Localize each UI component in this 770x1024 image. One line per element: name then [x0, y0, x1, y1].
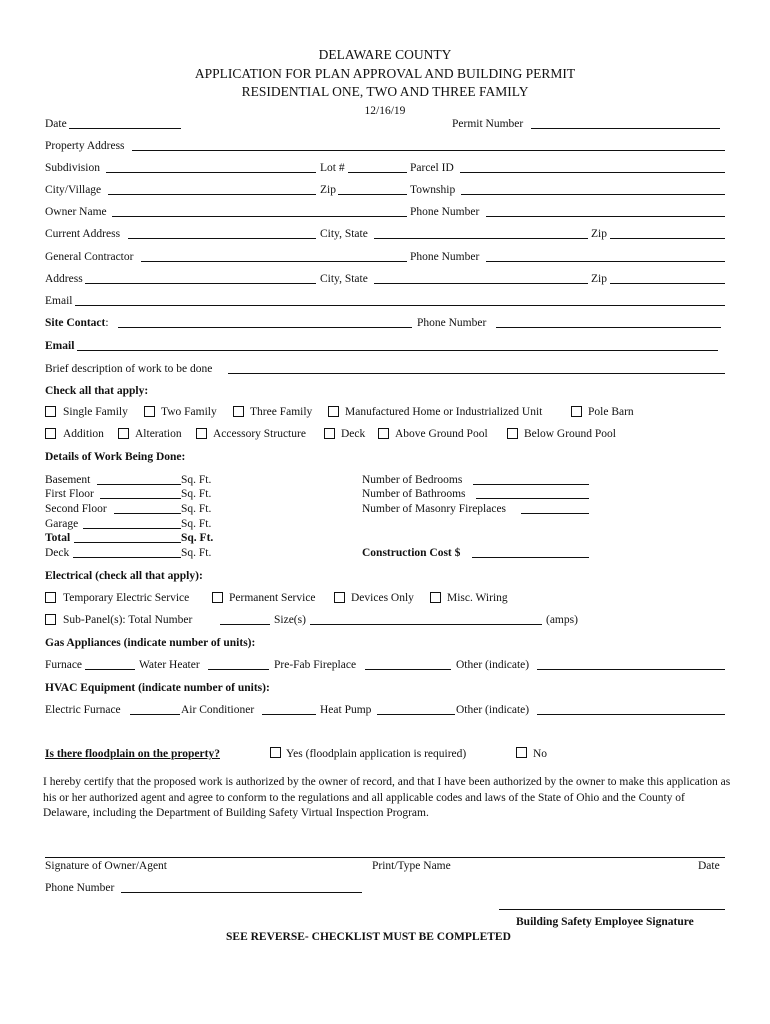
- certification-statement: I hereby certify that the proposed work is authorized by the owner of record, and that I have been authorized by the owner to make this application as his or her authorized agent and agree to conform to the regulations and all applicable codes and laws of the State of Ohio and the County of Delaware, including the Department of Building Safety Virtual Inspection Program.: [43, 776, 731, 819]
- water-heater-label: Water Heater: [139, 659, 200, 671]
- addition-checkbox[interactable]: [45, 428, 56, 439]
- deck-checkbox[interactable]: [324, 428, 335, 439]
- contractor-zip-label: Zip: [591, 273, 607, 285]
- zip-field[interactable]: [338, 194, 407, 195]
- furnace-label: Furnace: [45, 659, 83, 671]
- site-contact-label: Site Contact:: [45, 317, 109, 329]
- permit-number-label: Permit Number: [452, 118, 524, 130]
- subpanel-label: Sub-Panel(s): Total Number: [63, 614, 193, 626]
- amps-label: (amps): [546, 614, 578, 626]
- electrical-heading: Electrical (check all that apply):: [45, 570, 203, 582]
- site-contact-field[interactable]: [118, 327, 412, 328]
- parcel-id-field[interactable]: [460, 172, 725, 173]
- basement-unit: Sq. Ft.: [181, 474, 212, 486]
- check-all-heading: Check all that apply:: [45, 385, 149, 397]
- electric-furnace-label: Electric Furnace: [45, 704, 121, 716]
- water-heater-field[interactable]: [208, 669, 269, 670]
- temp-electric-label: Temporary Electric Service: [63, 592, 190, 604]
- zip-label: Zip: [320, 184, 336, 196]
- bathrooms-label: Number of Bathrooms: [362, 488, 466, 500]
- owner-signature-label: Signature of Owner/Agent: [45, 860, 167, 872]
- owner-name-label: Owner Name: [45, 206, 107, 218]
- general-contractor-label: General Contractor: [45, 251, 134, 263]
- site-contact-email-label: Email: [45, 340, 75, 352]
- city-village-field[interactable]: [108, 194, 316, 195]
- fireplaces-field[interactable]: [521, 513, 589, 514]
- property-address-field[interactable]: [132, 150, 725, 151]
- prefab-fireplace-label: Pre-Fab Fireplace: [274, 659, 357, 671]
- township-label: Township: [410, 184, 456, 196]
- air-conditioner-label: Air Conditioner: [181, 704, 255, 716]
- signature-date-label: Date: [698, 860, 720, 872]
- misc-wiring-label: Misc. Wiring: [447, 592, 508, 604]
- alteration-label: Alteration: [135, 428, 182, 440]
- date-label: Date: [45, 118, 67, 130]
- first-floor-field[interactable]: [100, 498, 181, 499]
- form-title-county: DELAWARE COUNTY: [318, 47, 452, 62]
- floodplain-question: Is there floodplain on the property?: [45, 748, 220, 760]
- garage-label: Garage: [45, 518, 79, 530]
- form-revision-date: 12/16/19: [364, 105, 406, 117]
- addition-label: Addition: [63, 428, 104, 440]
- owner-signature-field[interactable]: [45, 857, 725, 858]
- second-floor-label: Second Floor: [45, 503, 107, 515]
- three-family-checkbox[interactable]: [233, 406, 244, 417]
- contractor-email-field[interactable]: [75, 305, 725, 306]
- hvac-other-label: Other (indicate): [456, 704, 530, 716]
- accessory-structure-checkbox[interactable]: [196, 428, 207, 439]
- accessory-structure-label: Accessory Structure: [213, 428, 306, 440]
- floodplain-no-checkbox[interactable]: [516, 747, 527, 758]
- devices-only-checkbox[interactable]: [334, 592, 345, 603]
- floodplain-no-label: No: [533, 748, 548, 760]
- below-ground-pool-checkbox[interactable]: [507, 428, 518, 439]
- current-address-field[interactable]: [128, 238, 316, 239]
- single-family-checkbox[interactable]: [45, 406, 56, 417]
- below-ground-pool-label: Below Ground Pool: [524, 428, 616, 440]
- permit-number-field[interactable]: [531, 128, 720, 129]
- manufactured-home-checkbox[interactable]: [328, 406, 339, 417]
- bathrooms-field[interactable]: [476, 498, 589, 499]
- hvac-heading: HVAC Equipment (indicate number of units):: [45, 682, 270, 694]
- basement-label: Basement: [45, 474, 91, 486]
- contractor-address-field[interactable]: [85, 283, 316, 284]
- print-name-label: Print/Type Name: [372, 860, 451, 872]
- property-address-label: Property Address: [45, 140, 125, 152]
- current-zip-label: Zip: [591, 228, 607, 240]
- bedrooms-label: Number of Bedrooms: [362, 474, 463, 486]
- subdivision-label: Subdivision: [45, 162, 100, 174]
- deck-area-label: Deck: [45, 547, 70, 559]
- construction-cost-field[interactable]: [472, 557, 589, 558]
- air-conditioner-field[interactable]: [262, 714, 316, 715]
- second-floor-unit: Sq. Ft.: [181, 503, 212, 515]
- subpanel-size-label: Size(s): [274, 614, 306, 626]
- above-ground-pool-label: Above Ground Pool: [395, 428, 488, 440]
- pole-barn-label: Pole Barn: [588, 406, 634, 418]
- gas-other-label: Other (indicate): [456, 659, 530, 671]
- pole-barn-checkbox[interactable]: [571, 406, 582, 417]
- subpanel-size-field[interactable]: [310, 624, 542, 625]
- bedrooms-field[interactable]: [473, 484, 589, 485]
- construction-cost-label: Construction Cost $: [362, 547, 461, 559]
- contractor-zip-field[interactable]: [610, 283, 725, 284]
- owner-name-field[interactable]: [112, 216, 407, 217]
- total-label: Total: [45, 532, 71, 544]
- date-field[interactable]: [69, 128, 181, 129]
- site-contact-email-field[interactable]: [77, 350, 718, 351]
- deck-label: Deck: [341, 428, 366, 440]
- contractor-phone-label: Phone Number: [410, 251, 480, 263]
- current-city-state-field[interactable]: [374, 238, 588, 239]
- temp-electric-checkbox[interactable]: [45, 592, 56, 603]
- subdivision-field[interactable]: [106, 172, 316, 173]
- floodplain-yes-label: Yes (floodplain application is required): [286, 748, 467, 760]
- city-village-label: City/Village: [45, 184, 102, 196]
- floodplain-yes-checkbox[interactable]: [270, 747, 281, 758]
- deck-area-unit: Sq. Ft.: [181, 547, 212, 559]
- garage-unit: Sq. Ft.: [181, 518, 212, 530]
- permanent-service-checkbox[interactable]: [212, 592, 223, 603]
- parcel-id-label: Parcel ID: [410, 162, 454, 174]
- lot-field[interactable]: [348, 172, 407, 173]
- deck-area-field[interactable]: [73, 557, 181, 558]
- basement-field[interactable]: [97, 484, 181, 485]
- current-city-state-label: City, State: [320, 228, 368, 240]
- contractor-email-label: Email: [45, 295, 73, 307]
- current-address-label: Current Address: [45, 228, 121, 240]
- total-unit: Sq. Ft.: [181, 532, 214, 544]
- signer-phone-label: Phone Number: [45, 882, 115, 894]
- employee-signature-label: Building Safety Employee Signature: [516, 916, 694, 928]
- garage-field[interactable]: [83, 528, 181, 529]
- lot-label: Lot #: [320, 162, 345, 174]
- first-floor-unit: Sq. Ft.: [181, 488, 212, 500]
- reverse-checklist-notice: SEE REVERSE- CHECKLIST MUST BE COMPLETED: [226, 931, 511, 943]
- heat-pump-label: Heat Pump: [320, 704, 372, 716]
- heat-pump-field[interactable]: [377, 714, 455, 715]
- electric-furnace-field[interactable]: [130, 714, 180, 715]
- three-family-label: Three Family: [250, 406, 313, 418]
- permanent-service-label: Permanent Service: [229, 592, 316, 604]
- single-family-label: Single Family: [63, 406, 128, 418]
- site-contact-phone-field[interactable]: [496, 327, 721, 328]
- owner-phone-field[interactable]: [486, 216, 725, 217]
- misc-wiring-checkbox[interactable]: [430, 592, 441, 603]
- work-description-field[interactable]: [228, 373, 725, 374]
- owner-phone-label: Phone Number: [410, 206, 480, 218]
- contractor-city-state-label: City, State: [320, 273, 368, 285]
- two-family-label: Two Family: [161, 406, 217, 418]
- subpanel-checkbox[interactable]: [45, 614, 56, 625]
- gas-other-field[interactable]: [537, 669, 725, 670]
- first-floor-label: First Floor: [45, 488, 94, 500]
- current-zip-field[interactable]: [610, 238, 725, 239]
- alteration-checkbox[interactable]: [118, 428, 129, 439]
- fireplaces-label: Number of Masonry Fireplaces: [362, 503, 507, 515]
- two-family-checkbox[interactable]: [144, 406, 155, 417]
- contractor-phone-field[interactable]: [486, 261, 725, 262]
- furnace-field[interactable]: [85, 669, 135, 670]
- above-ground-pool-checkbox[interactable]: [378, 428, 389, 439]
- work-description-label: Brief description of work to be done: [45, 363, 213, 375]
- signer-phone-field[interactable]: [121, 892, 362, 893]
- site-contact-phone-label: Phone Number: [417, 317, 487, 329]
- township-field[interactable]: [461, 194, 725, 195]
- form-title: APPLICATION FOR PLAN APPROVAL AND BUILDING PERMIT: [194, 66, 576, 81]
- manufactured-home-label: Manufactured Home or Industrialized Unit: [345, 406, 543, 418]
- general-contractor-field[interactable]: [141, 261, 407, 262]
- second-floor-field[interactable]: [114, 513, 181, 514]
- devices-only-label: Devices Only: [351, 592, 414, 604]
- form-subtitle: RESIDENTIAL ONE, TWO AND THREE FAMILY: [241, 84, 529, 99]
- hvac-other-field[interactable]: [537, 714, 725, 715]
- employee-signature-field[interactable]: [499, 909, 725, 910]
- subpanel-count-field[interactable]: [220, 624, 270, 625]
- contractor-city-state-field[interactable]: [374, 283, 588, 284]
- total-field[interactable]: [74, 542, 181, 543]
- gas-heading: Gas Appliances (indicate number of units):: [45, 637, 256, 649]
- contractor-address-label: Address: [45, 273, 83, 285]
- prefab-fireplace-field[interactable]: [365, 669, 451, 670]
- details-heading: Details of Work Being Done:: [45, 451, 186, 463]
